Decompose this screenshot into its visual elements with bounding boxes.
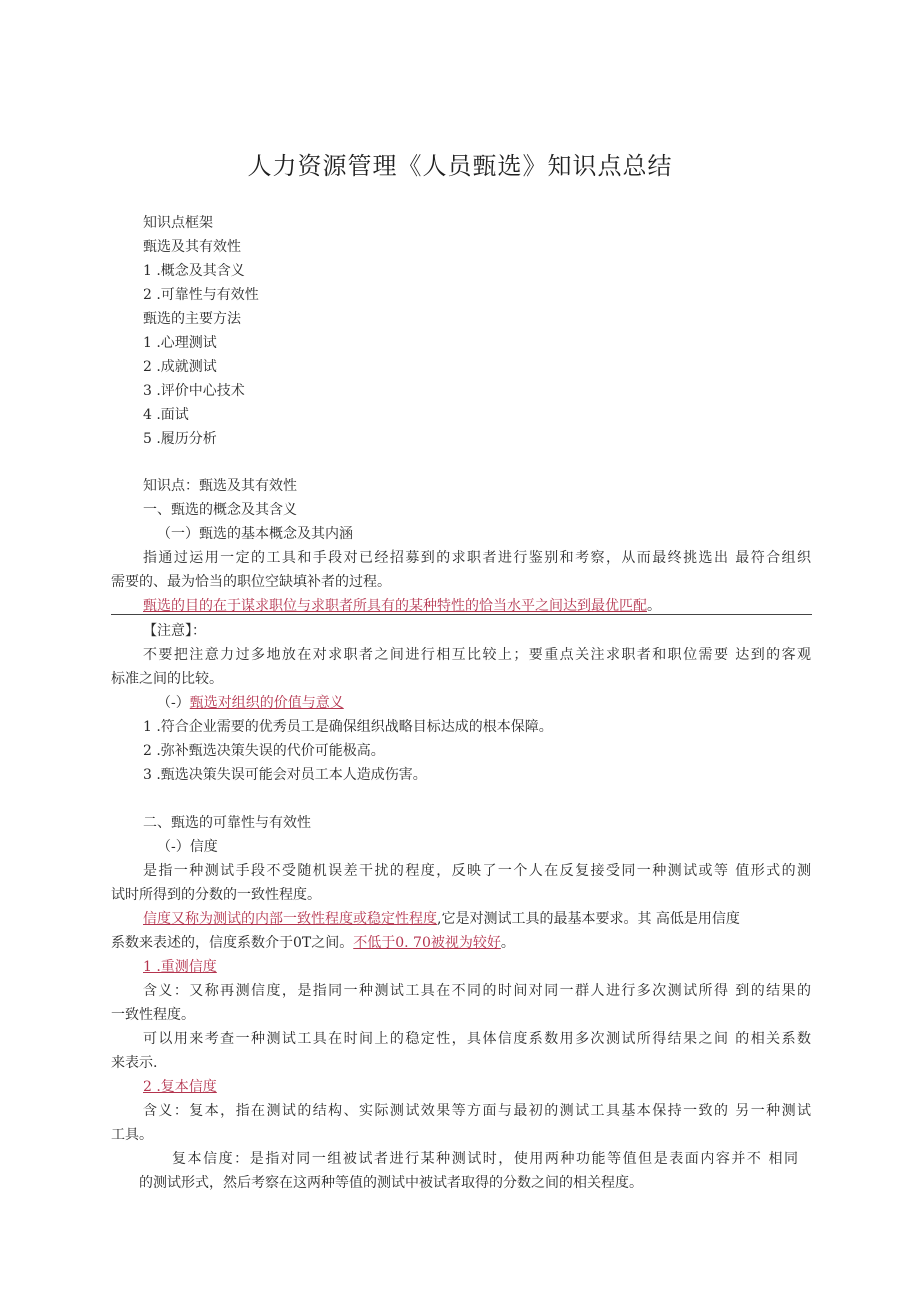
list-item: 2 .弥补甄选决策失误的代价可能极高。	[143, 743, 385, 759]
paragraph-line: 来表示.	[111, 1055, 158, 1071]
highlight-text: 信度又称为测试的内部一致性程度或稳定性程度	[143, 911, 437, 927]
section-heading: 一、甄选的概念及其含义	[143, 502, 297, 518]
framework-item: 1 .心理测试	[143, 335, 217, 351]
highlight-text: 不低于0. 70被视为较好	[353, 935, 501, 951]
paragraph-line: 可以用来考查一种测试工具在时间上的稳定性，具体信度系数用多次测试所得结果之间 的相关系数	[143, 1031, 811, 1047]
subsection-prefix: （-）	[157, 695, 190, 711]
paragraph-text: ,它是对测试工具的最基本要求。其 高低是用信度	[437, 911, 740, 927]
note-label: 【注意】：	[143, 623, 206, 639]
horizontal-rule	[111, 614, 812, 615]
paragraph-line: 是指一种测试手段不受随机误差干扰的程度，反映了一个人在反复接受同一种测试或等 值形式的测	[143, 863, 811, 879]
framework-item: 3 .评价中心技术	[143, 383, 245, 399]
punctuation: 。	[500, 935, 515, 951]
paragraph-line	[111, 931, 515, 955]
paragraph-line: 试时所得到的分数的一致性程度。	[111, 887, 321, 903]
subsection-heading: （一）甄选的基本概念及其内涵	[157, 526, 353, 542]
paragraph-line	[143, 907, 740, 931]
subsection-heading: （-）信度	[157, 839, 218, 855]
highlight-text: 1 .重测信度	[143, 959, 217, 975]
paragraph-line: 需要的、最为恰当的职位空缺填补者的过程。	[111, 574, 391, 590]
framework-section-2: 甄选的主要方法	[143, 311, 241, 327]
punctuation: 。	[647, 598, 661, 614]
paragraph-line: 一致性程度。	[111, 1007, 195, 1023]
paragraph-line: 不要把注意力过多地放在对求职者之间进行相互比较上；要重点关注求职者和职位需要 达到的客观	[143, 647, 811, 663]
retest-heading	[143, 955, 217, 979]
highlight-text: 甄选对组织的价值与意义	[189, 695, 344, 711]
framework-item: 5 .履历分析	[143, 431, 217, 447]
paragraph-text: 系数来表述的，信度系数介于0T之间。	[111, 935, 354, 951]
list-item: 3 .甄选决策失误可能会对员工本人造成伤害。	[143, 767, 427, 783]
list-item: 1 .符合企业需要的优秀员工是确保组织战略目标达成的根本保障。	[143, 719, 553, 735]
paragraph-line: 复本信度：是指对同一组被试者进行某种测试时，使用两种功能等值但是表面内容并不 相同	[172, 1151, 798, 1167]
paragraph-line: 含义：又称再测信度，是指同一种测试工具在不同的时间对同一群人进行多次测试所得 到的结果的	[143, 983, 811, 999]
paragraph-line: 工具。	[111, 1127, 153, 1143]
framework-item: 2 .可靠性与有效性	[143, 287, 259, 303]
page-title: 人力资源管理《人员甄选》知识点总结	[247, 152, 673, 180]
paragraph-line: 含义：复本，指在测试的结构、实际测试效果等方面与最初的测试工具基本保持一致的 另一种测试	[143, 1103, 811, 1119]
knowledge-point-heading: 知识点：甄选及其有效性	[143, 478, 297, 494]
framework-item: 2 .成就测试	[143, 359, 217, 375]
paragraph-line: 指通过运用一定的工具和手段对已经招募到的求职者进行鉴别和考察，从而最终挑选出 最符合组织	[143, 550, 811, 566]
paragraph-line: 的测试形式，然后考察在这两种等值的测试中被试者取得的分数之间的相关程度。	[139, 1175, 643, 1191]
framework-section-1: 甄选及其有效性	[143, 239, 241, 255]
parallel-heading	[143, 1075, 217, 1099]
framework-item: 1 .概念及其含义	[143, 263, 245, 279]
highlight-text: 2 .复本信度	[143, 1079, 217, 1095]
subsection-heading	[157, 691, 344, 715]
paragraph-line: 标准之间的比较。	[111, 671, 223, 687]
framework-item: 4 .面试	[143, 407, 189, 423]
section-heading: 二、甄选的可靠性与有效性	[143, 815, 311, 831]
highlight-text: 甄选的目的在于谋求职位与求职者所具有的某种特性的恰当水平之间达到最优匹配	[143, 598, 647, 614]
framework-heading: 知识点框架	[143, 215, 213, 231]
